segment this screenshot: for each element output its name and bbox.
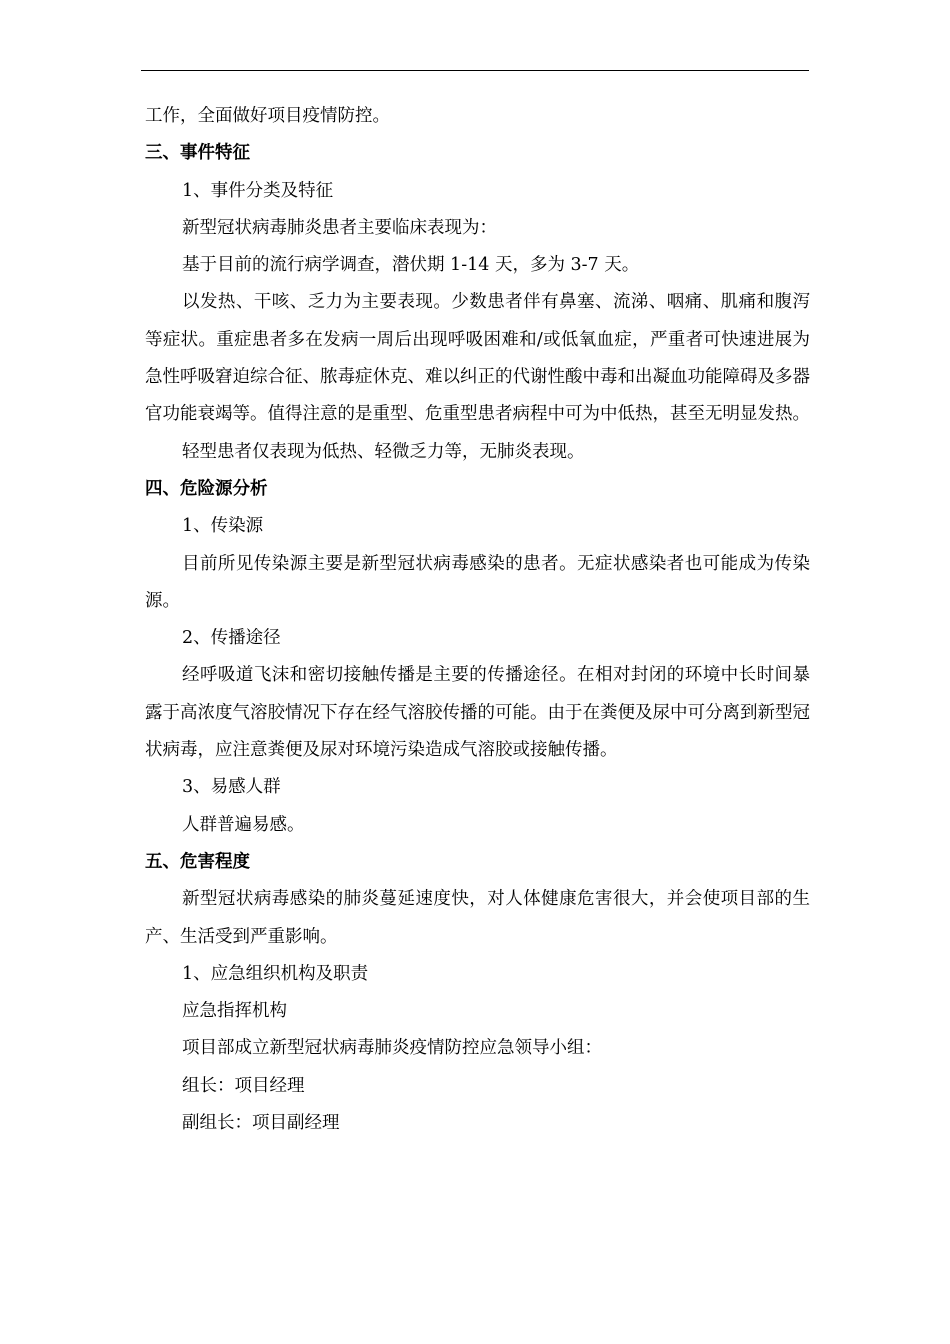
paragraph: 项目部成立新型冠状病毒肺炎疫情防控应急领导小组： [182,1038,602,1059]
paragraph: 目前所见传染源主要是新型冠状病毒感染的患者。无症状感染者也可能成为传染源。 [145,553,810,611]
paragraph: 应急指挥机构 [182,1001,287,1022]
paragraph: 工作，全面做好项目疫情防控。 [145,106,390,126]
paragraph: 副组长：项目副经理 [182,1113,340,1134]
section-heading: 三、事件特征 [145,143,250,164]
subheading: 1、事件分类及特征 [182,180,334,201]
paragraph: 人群普遍易感。 [182,814,305,835]
section-heading: 四、危险源分析 [145,478,268,499]
section-heading: 五、危害程度 [145,851,250,872]
subheading: 3、易感人群 [182,777,281,798]
paragraph: 轻型患者仅表现为低热、轻微乏力等，无肺炎表现。 [182,441,585,462]
header-rule [141,70,809,71]
document-body [145,98,810,1142]
paragraph: 新型冠状病毒感染的肺炎蔓延速度快，对人体健康危害很大，并会使项目部的生产、生活受到严重影响。 [145,889,810,947]
paragraph: 新型冠状病毒肺炎患者主要临床表现为： [182,217,497,238]
paragraph: 基于目前的流行病学调查，潜伏期 1-14 天，多为 3-7 天。 [182,255,640,276]
paragraph: 经呼吸道飞沫和密切接触传播是主要的传播途径。在相对封闭的环境中长时间暴露于高浓度气溶胶情况下存在经气溶胶传播的可能。由于在粪便及尿中可分离到新型冠状病毒，应注意粪便及尿对环境污染造成气溶胶或接触传播。 [145,665,810,761]
subheading: 1、传染源 [182,516,264,537]
subheading: 2、传播途径 [182,628,281,649]
subheading: 1、应急组织机构及职责 [182,963,369,984]
paragraph: 以发热、干咳、乏力为主要表现。少数患者伴有鼻塞、流涕、咽痛、肌痛和腹泻等症状。重症患者多在发病一周后出现呼吸困难和/或低氧血症，严重者可快速进展为急性呼吸窘迫综合征、脓毒症休克、难以纠正的代谢性酸中毒和出凝血功能障碍及多器官功能衰竭等。值得注意的是重型、危重型患者病程中可为中低热，甚至无明显发热。 [145,292,810,425]
paragraph: 组长：项目经理 [182,1075,305,1096]
